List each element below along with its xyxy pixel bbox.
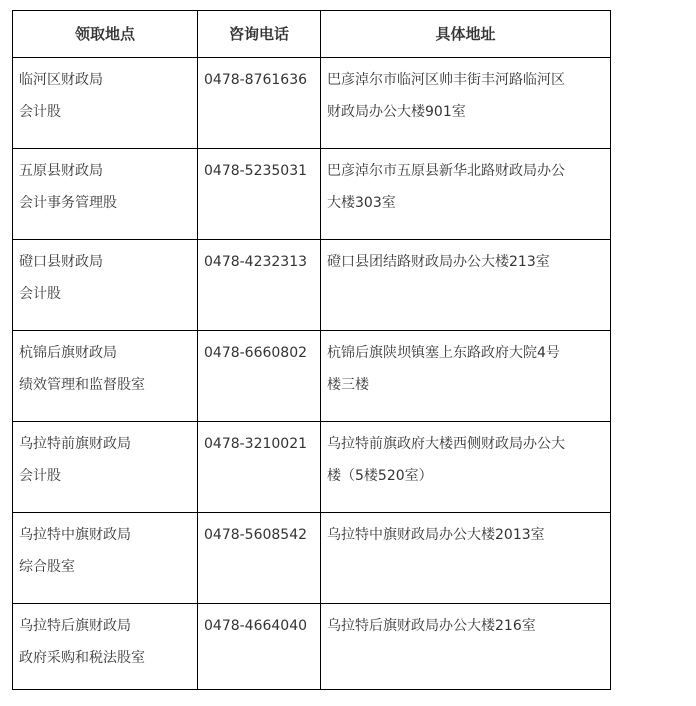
pickup-locations-table — [12, 10, 611, 690]
address-line: 巴彦淖尔市五原县新华北路财政局办公 — [327, 163, 565, 179]
department-name: 会计股 — [19, 286, 61, 302]
table-row — [13, 58, 611, 149]
address-line: 楼（5楼520室） — [327, 468, 433, 484]
department-name: 绩效管理和监督股室 — [19, 377, 145, 393]
phone-cell: 0478-3210021 — [198, 422, 321, 513]
address-line: 乌拉特后旗财政局办公大楼216室 — [327, 618, 536, 634]
address-line: 乌拉特中旗财政局办公大楼2013室 — [327, 527, 545, 543]
location-cell — [13, 513, 198, 604]
location-cell — [13, 422, 198, 513]
department-name: 会计事务管理股 — [19, 195, 117, 211]
address-cell — [321, 604, 611, 690]
address-line: 杭锦后旗陕坝镇塞上东路政府大院4号 — [327, 345, 560, 361]
table-header-row — [13, 11, 611, 58]
address-line: 乌拉特前旗政府大楼西侧财政局办公大 — [327, 436, 565, 452]
office-name: 杭锦后旗财政局 — [19, 345, 117, 361]
location-cell — [13, 149, 198, 240]
department-name: 会计股 — [19, 468, 61, 484]
table-row — [13, 331, 611, 422]
office-name: 临河区财政局 — [19, 72, 103, 88]
office-name: 乌拉特后旗财政局 — [19, 618, 131, 634]
office-name: 磴口县财政局 — [19, 254, 103, 270]
office-name: 乌拉特前旗财政局 — [19, 436, 131, 452]
department-name: 综合股室 — [19, 559, 75, 575]
phone-cell: 0478-5235031 — [198, 149, 321, 240]
address-line: 磴口县团结路财政局办公大楼213室 — [327, 254, 550, 270]
table-row — [13, 240, 611, 331]
header-phone: 咨询电话 — [198, 11, 321, 58]
address-line: 大楼303室 — [327, 195, 396, 211]
table-row — [13, 422, 611, 513]
phone-cell: 0478-4664040 — [198, 604, 321, 690]
department-name: 政府采购和税法股室 — [19, 650, 145, 666]
address-cell — [321, 513, 611, 604]
phone-cell: 0478-4232313 — [198, 240, 321, 331]
table-row — [13, 149, 611, 240]
address-cell — [321, 331, 611, 422]
header-address: 具体地址 — [321, 11, 611, 58]
office-name: 乌拉特中旗财政局 — [19, 527, 131, 543]
address-cell — [321, 58, 611, 149]
department-name: 会计股 — [19, 104, 61, 120]
address-line: 财政局办公大楼901室 — [327, 104, 466, 120]
phone-cell: 0478-8761636 — [198, 58, 321, 149]
phone-cell: 0478-5608542 — [198, 513, 321, 604]
table-row — [13, 604, 611, 690]
phone-cell: 0478-6660802 — [198, 331, 321, 422]
table-row — [13, 513, 611, 604]
location-cell — [13, 604, 198, 690]
location-cell — [13, 240, 198, 331]
header-location: 领取地点 — [13, 11, 198, 58]
pickup-locations-table-container — [12, 10, 611, 690]
address-cell — [321, 422, 611, 513]
address-line: 巴彦淖尔市临河区帅丰街丰河路临河区 — [327, 72, 565, 88]
location-cell — [13, 331, 198, 422]
location-cell — [13, 58, 198, 149]
address-cell — [321, 240, 611, 331]
address-line: 楼三楼 — [327, 377, 369, 393]
address-cell — [321, 149, 611, 240]
office-name: 五原县财政局 — [19, 163, 103, 179]
